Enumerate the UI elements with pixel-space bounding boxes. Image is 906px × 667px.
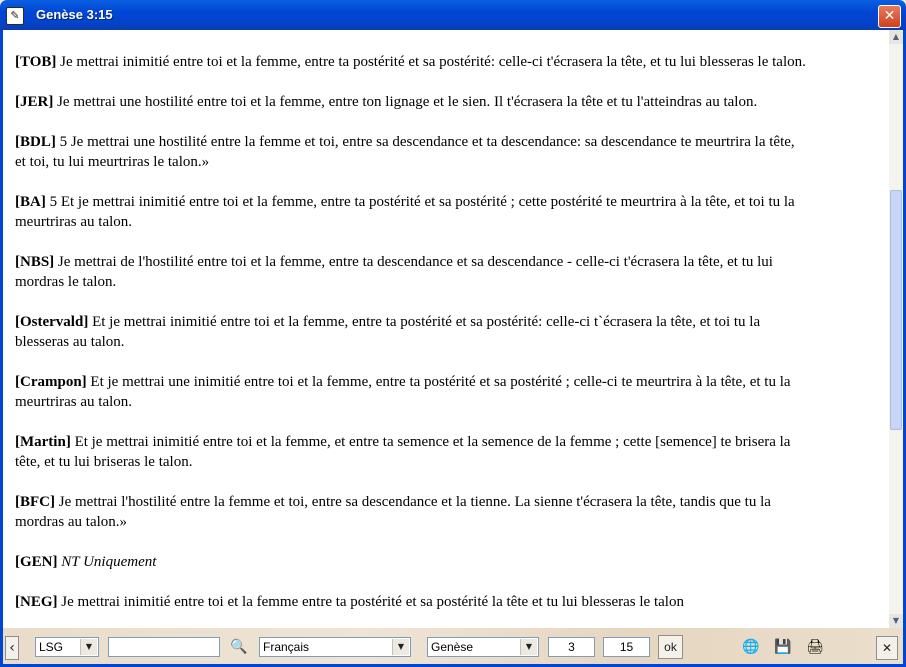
verse-item xyxy=(15,372,885,412)
verse-item xyxy=(15,92,885,112)
globe-button[interactable] xyxy=(740,636,762,658)
chevron-down-icon[interactable]: ▼ xyxy=(520,639,537,655)
search-icon: 🔍 xyxy=(230,639,248,655)
scroll-down-button[interactable]: ▼ xyxy=(889,614,903,628)
save-icon: 💾 xyxy=(774,639,792,655)
version-abbr[interactable]: [GEN] xyxy=(15,554,58,570)
print-button[interactable] xyxy=(804,636,826,658)
search-input[interactable] xyxy=(108,637,220,657)
verse-item xyxy=(15,432,885,472)
verse-item xyxy=(15,492,885,532)
window-title: Genèse 3:15 xyxy=(36,7,113,22)
verse-item xyxy=(15,312,885,352)
nav-left-button[interactable]: ‹ xyxy=(5,636,19,660)
verse-item xyxy=(15,52,885,72)
version-abbr[interactable]: [NEG] xyxy=(15,594,58,610)
verse-item xyxy=(15,132,885,172)
scroll-thumb[interactable] xyxy=(890,190,902,430)
verse-text: mordras au talon.» xyxy=(15,514,128,530)
globe-icon: 🌐 xyxy=(742,639,760,655)
verse-text: NT Uniquement xyxy=(61,554,157,570)
version-abbr[interactable]: [BFC] xyxy=(15,494,55,510)
scroll-up-button[interactable]: ▲ xyxy=(889,30,903,44)
title-bar[interactable] xyxy=(0,0,906,30)
print-icon: 🖨 xyxy=(806,639,824,655)
verse-text: Je mettrai inimitié entre toi et la femme entre ta postérité et sa postérité la tête et tu lui blesseras le talon xyxy=(61,594,684,610)
version-abbr[interactable]: [Martin] xyxy=(15,434,71,450)
version-abbr[interactable]: [NBS] xyxy=(15,254,55,270)
verse-text: meurtriras au talon. xyxy=(15,394,133,410)
book-select[interactable] xyxy=(427,637,539,657)
ok-button[interactable]: ok xyxy=(658,635,683,659)
verse-text: Et je mettrai inimitié entre toi et la femme, entre ta postérité et sa postérité: celle-ci t`écrasera la tête, et toi tu la xyxy=(92,314,761,330)
verse-text: Et je mettrai inimitié entre toi et la femme, et entre ta semence et la semence de la femme ; cette [semence] te brisera la xyxy=(74,434,791,450)
verse-item xyxy=(15,552,885,572)
version-select[interactable] xyxy=(35,637,99,657)
chevron-down-icon[interactable]: ▼ xyxy=(392,639,409,655)
verse-list xyxy=(3,30,889,628)
book-value: Genèse xyxy=(431,640,474,654)
chapter-field[interactable]: 3 xyxy=(548,637,595,657)
verse-text: mordras le talon. xyxy=(15,274,117,290)
chevron-down-icon[interactable]: ▼ xyxy=(80,639,97,655)
verse-text: blesseras au talon. xyxy=(15,334,125,350)
bottom-toolbar xyxy=(3,628,903,664)
version-value: LSG xyxy=(39,640,64,654)
verse-text: Je mettrai une hostilité entre toi et la femme, entre ton lignage et le sien. Il t'écrasera la tête et tu l'atteindras au talon. xyxy=(57,94,758,110)
version-abbr[interactable]: [TOB] xyxy=(15,54,57,70)
close-panel-button[interactable]: ✕ xyxy=(876,636,898,660)
verse-text: Et je mettrai une inimitié entre toi et la femme, entre ta postérité et sa postérité ; celle-ci te meurtrira à la tête, et tu la xyxy=(90,374,791,390)
language-select[interactable] xyxy=(259,637,411,657)
close-window-button[interactable]: ✕ xyxy=(878,5,901,28)
vertical-scrollbar[interactable] xyxy=(889,30,903,628)
verse-item xyxy=(15,592,885,612)
verse-text: meurtriras au talon. xyxy=(15,214,133,230)
version-abbr[interactable]: [Ostervald] xyxy=(15,314,89,330)
language-value: Français xyxy=(263,640,310,654)
verse-field[interactable]: 15 xyxy=(603,637,650,657)
verse-item xyxy=(15,252,885,292)
verse-text: tête, et tu lui briseras le talon. xyxy=(15,454,193,470)
verse-text: 5 Et je mettrai inimitié entre toi et la femme, entre ta postérité et sa postérité ; cette postérité te meurtrira à la tête, et toi tu la xyxy=(49,194,795,210)
verse-item xyxy=(15,192,885,232)
version-abbr[interactable]: [BA] xyxy=(15,194,46,210)
verse-text: Je mettrai l'hostilité entre la femme et toi, entre sa descendance et la tienne. La sienne t'écrasera la tête, tandis que tu la xyxy=(58,494,771,510)
version-abbr[interactable]: [BDL] xyxy=(15,134,56,150)
verse-text: et toi, tu lui meurtriras le talon.» xyxy=(15,154,210,170)
version-abbr[interactable]: [JER] xyxy=(15,94,54,110)
book-icon[interactable]: ✎ xyxy=(6,7,24,25)
version-abbr[interactable]: [Crampon] xyxy=(15,374,87,390)
verse-text: Je mettrai de l'hostilité entre toi et la femme, entre ta descendance et sa descendance - celle-ci t'écrasera la tête, et tu lui xyxy=(57,254,773,270)
verse-text: Je mettrai inimitié entre toi et la femme, entre ta postérité et sa postérité: celle-ci t'écrasera la tête, et tu lui blesseras le talon. xyxy=(60,54,806,70)
save-button[interactable] xyxy=(772,636,794,658)
verse-text: 5 Je mettrai une hostilité entre la femme et toi, entre sa descendance et ta descendance: sa descendance te meurtrira la tête, xyxy=(59,134,795,150)
search-button[interactable] xyxy=(228,636,250,658)
